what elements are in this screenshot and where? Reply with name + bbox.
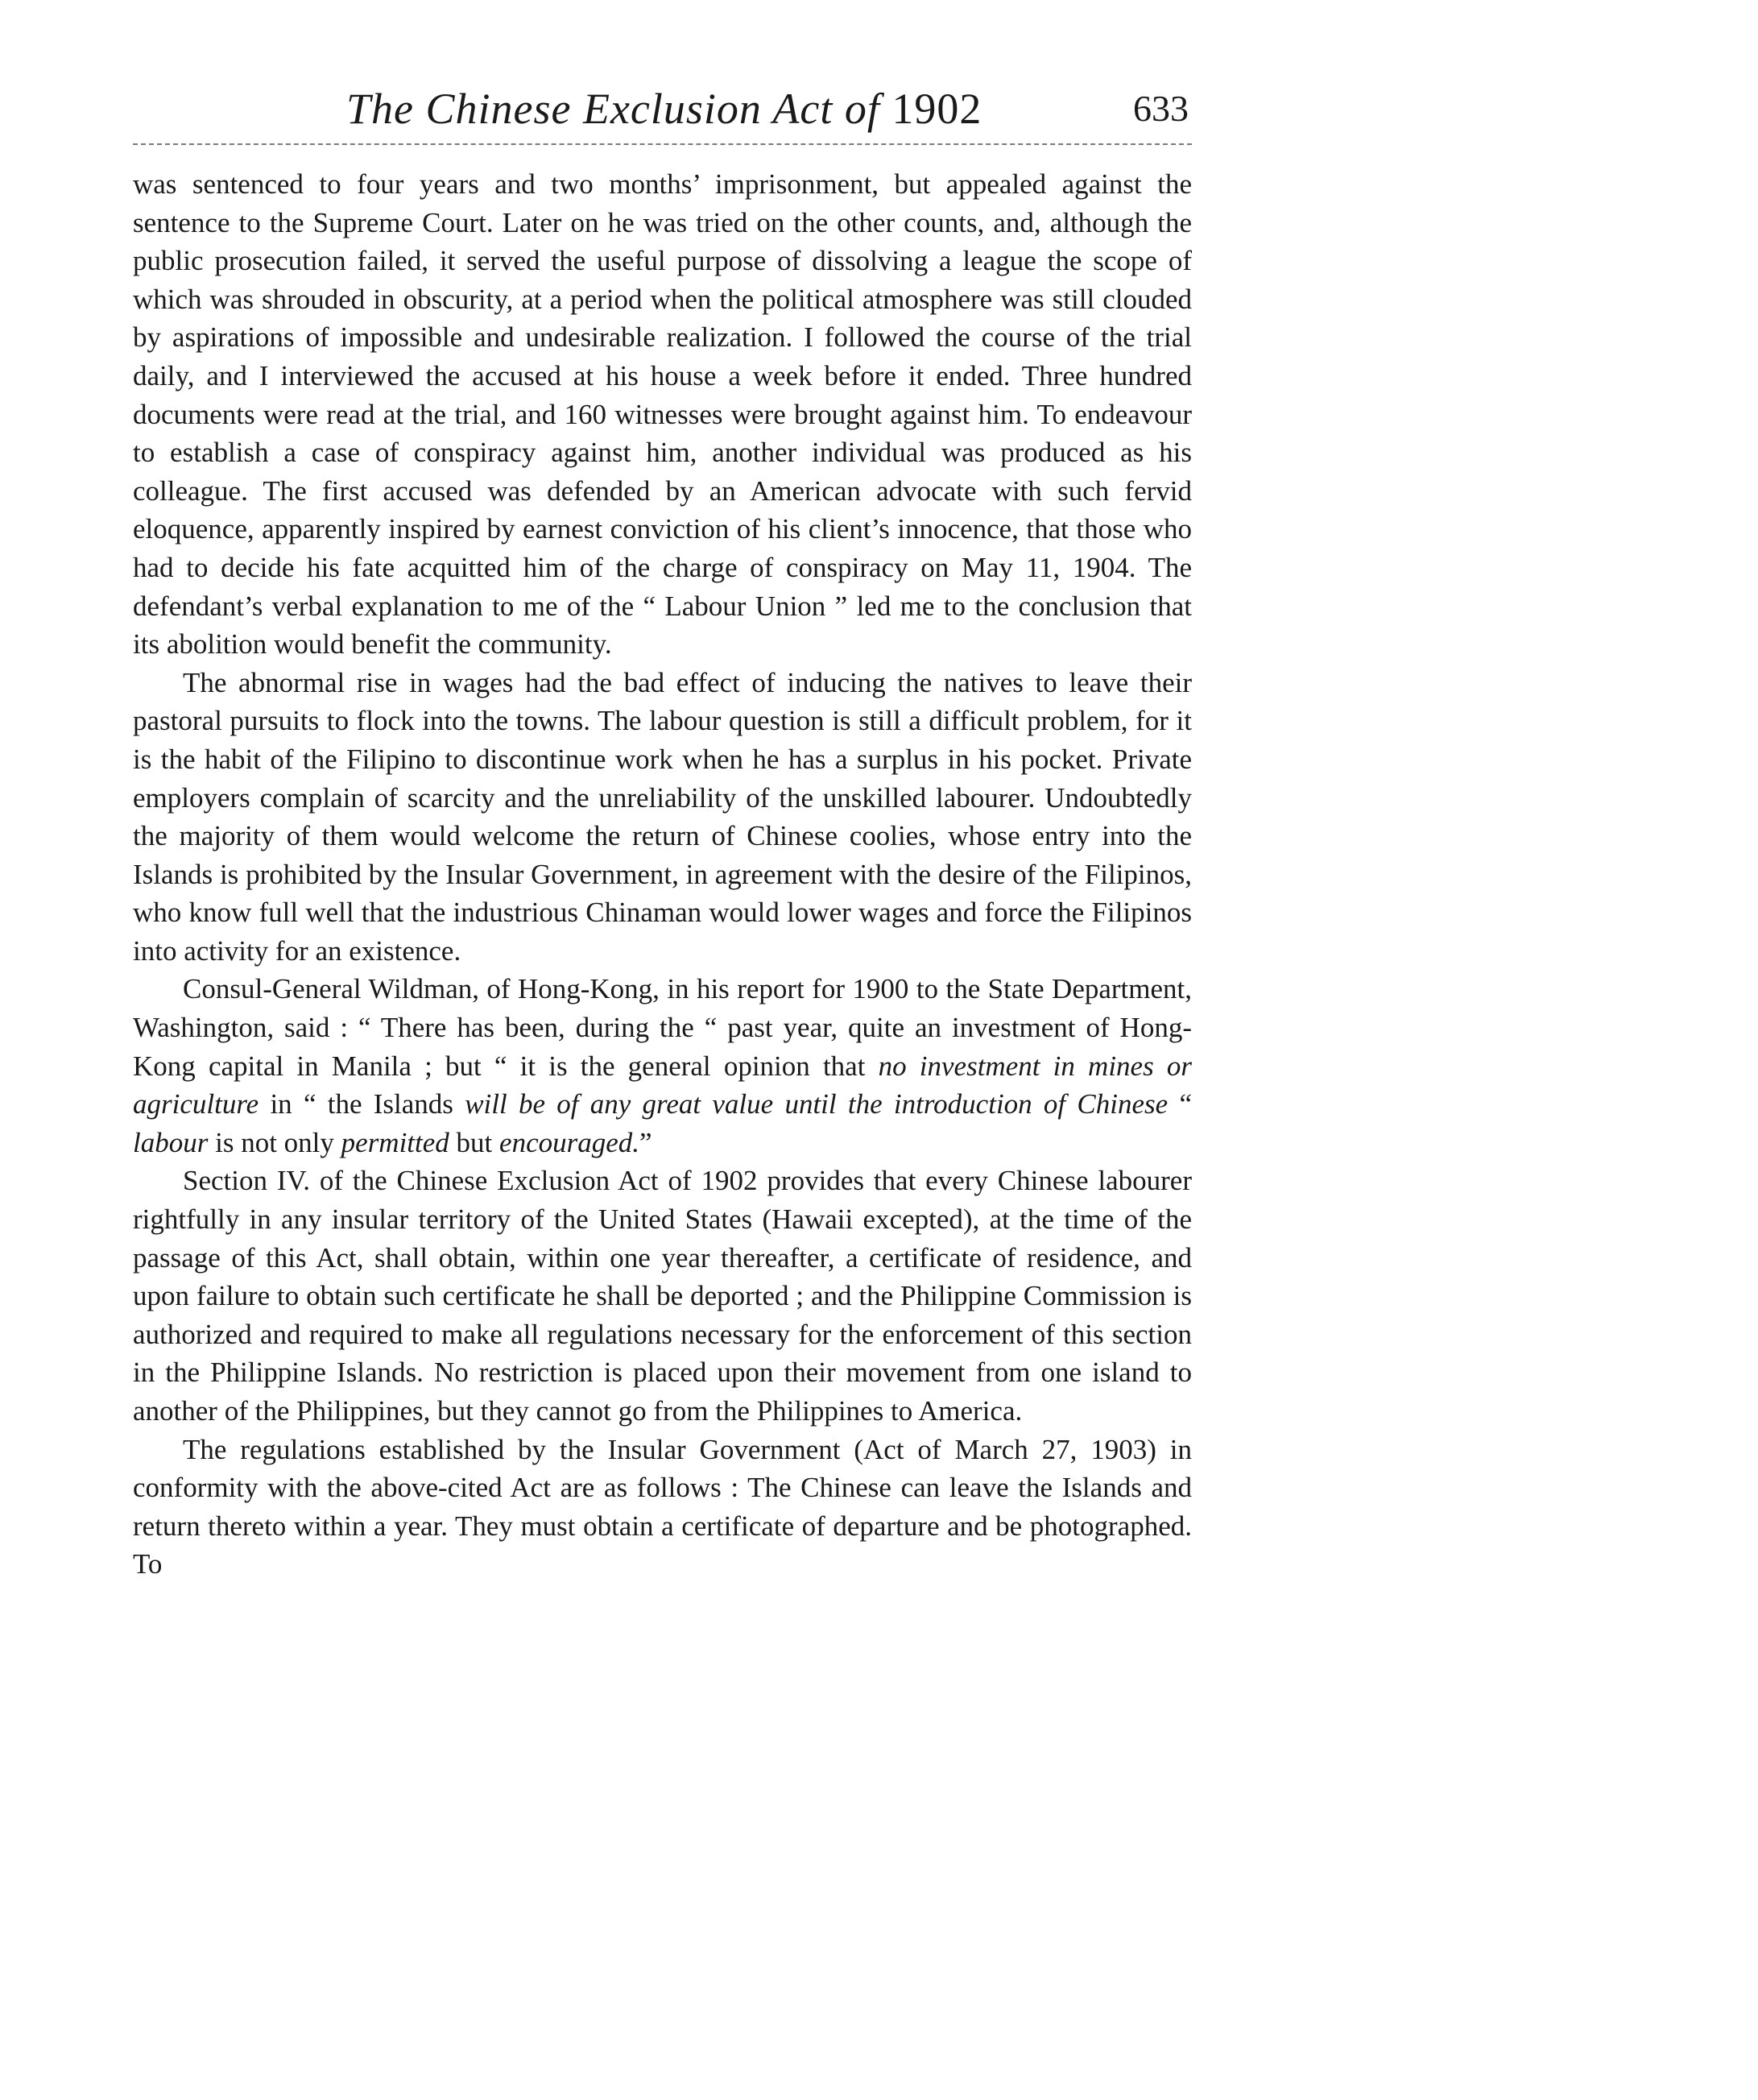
quote-italic: encouraged. [499,1126,640,1158]
quote-italic: will be of any great value until the introduction of Chinese [465,1088,1169,1120]
paragraph-continuation: was sentenced to four years and two months’ imprisonment, but appealed against the sentence to the Supreme Court. Later on he was tried on the other counts, and, although the public prosecution failed, it served the useful purpose of dissolving a league the scope of which was shrouded in obscurity, at a period when the political atmosphere was still clouded by aspirations of impossible and undesirable realization. I followed the course of the trial daily, and I interviewed the accused at his house a week before it ended. Three hundred documents were read at the trial, and 160 witnesses were brought against him. To endeavour to establish a case of conspiracy against him, another individual was produced as his colleague. The first accused was defended by an American advocate with such fervid eloquence, apparently inspired by earnest conviction of his client’s innocence, that those who had to decide his fate acquitted him of the charge of conspiracy on May 11, 1904. The defendant’s verbal explanation to me of the “ Labour Union ” led me to the conclusion that its abolition would benefit the community. [133,168,1192,661]
paragraph-regulations: The regulations established by the Insular Government (Act of March 27, 1903) in conformity with the above-cited Act are as follows : The Chinese can leave the Islands and return thereto within a year. They must obtain a certificate of departure and be photographed. To [133,1433,1192,1580]
paragraph-section-iv: Section IV. of the Chinese Exclusion Act of 1902 provides that every Chinese labourer rightfully in any insular territory of the United States (Hawaii excepted), at the time of the passage of this Act, shall obtain, within one year thereafter, a certificate of residence, and upon failure to obtain such certificate he shall be deported ; and the Philippine Commission is authorized and required to make all regulations necessary for the enforcement of this section in the Philippine Islands. No restriction is placed upon their movement from one island to another of the Philippines, but they cannot go from the Philippines to America. [133,1165,1192,1427]
quote-part: is not only [208,1126,341,1158]
quote-part: “ [1168,1088,1192,1120]
body-text [133,165,1192,1584]
quote-part: Consul-General Wildman, of Hong-Kong, in his report for 1900 to the State Department, Washington, said : “ There has been, during the “ past year, quite an investment of Hong-Kong capital in Manila ; but “ it is the general opinion that [133,973,1192,1082]
quote-italic: permitted [341,1126,449,1158]
header-rule [133,143,1192,145]
quote-part: ” [639,1126,652,1158]
running-title-text: The Chinese Exclusion Act of [346,85,880,133]
running-head [129,77,1192,135]
paragraph-labour-question: The abnormal rise in wages had the bad effect of inducing the natives to leave their pastoral pursuits to flock into the towns. The labour question is still a difficult problem, for it is the habit of the Filipino to discontinue work when he has a surplus in his pocket. Private employers complain of scarcity and the unreliability of the unskilled labourer. Undoubtedly the majority of them would welcome the return of Chinese coolies, whose entry into the Islands is prohibited by the Insular Government, in agreement with the desire of the Filipinos, who know full well that the industrious Chinaman would lower wages and force the Filipinos into activity for an existence. [133,666,1192,967]
quote-italic: labour [133,1126,209,1158]
running-title [346,84,982,134]
quote-part: in “ the Islands [259,1088,465,1120]
page-number: 633 [1133,88,1189,129]
quote-italic: no investment in mines or agriculture [133,1050,1192,1120]
quote-part: but [449,1126,500,1158]
running-title-year: 1902 [891,85,982,133]
paragraph-consul-quote [133,970,1192,1162]
